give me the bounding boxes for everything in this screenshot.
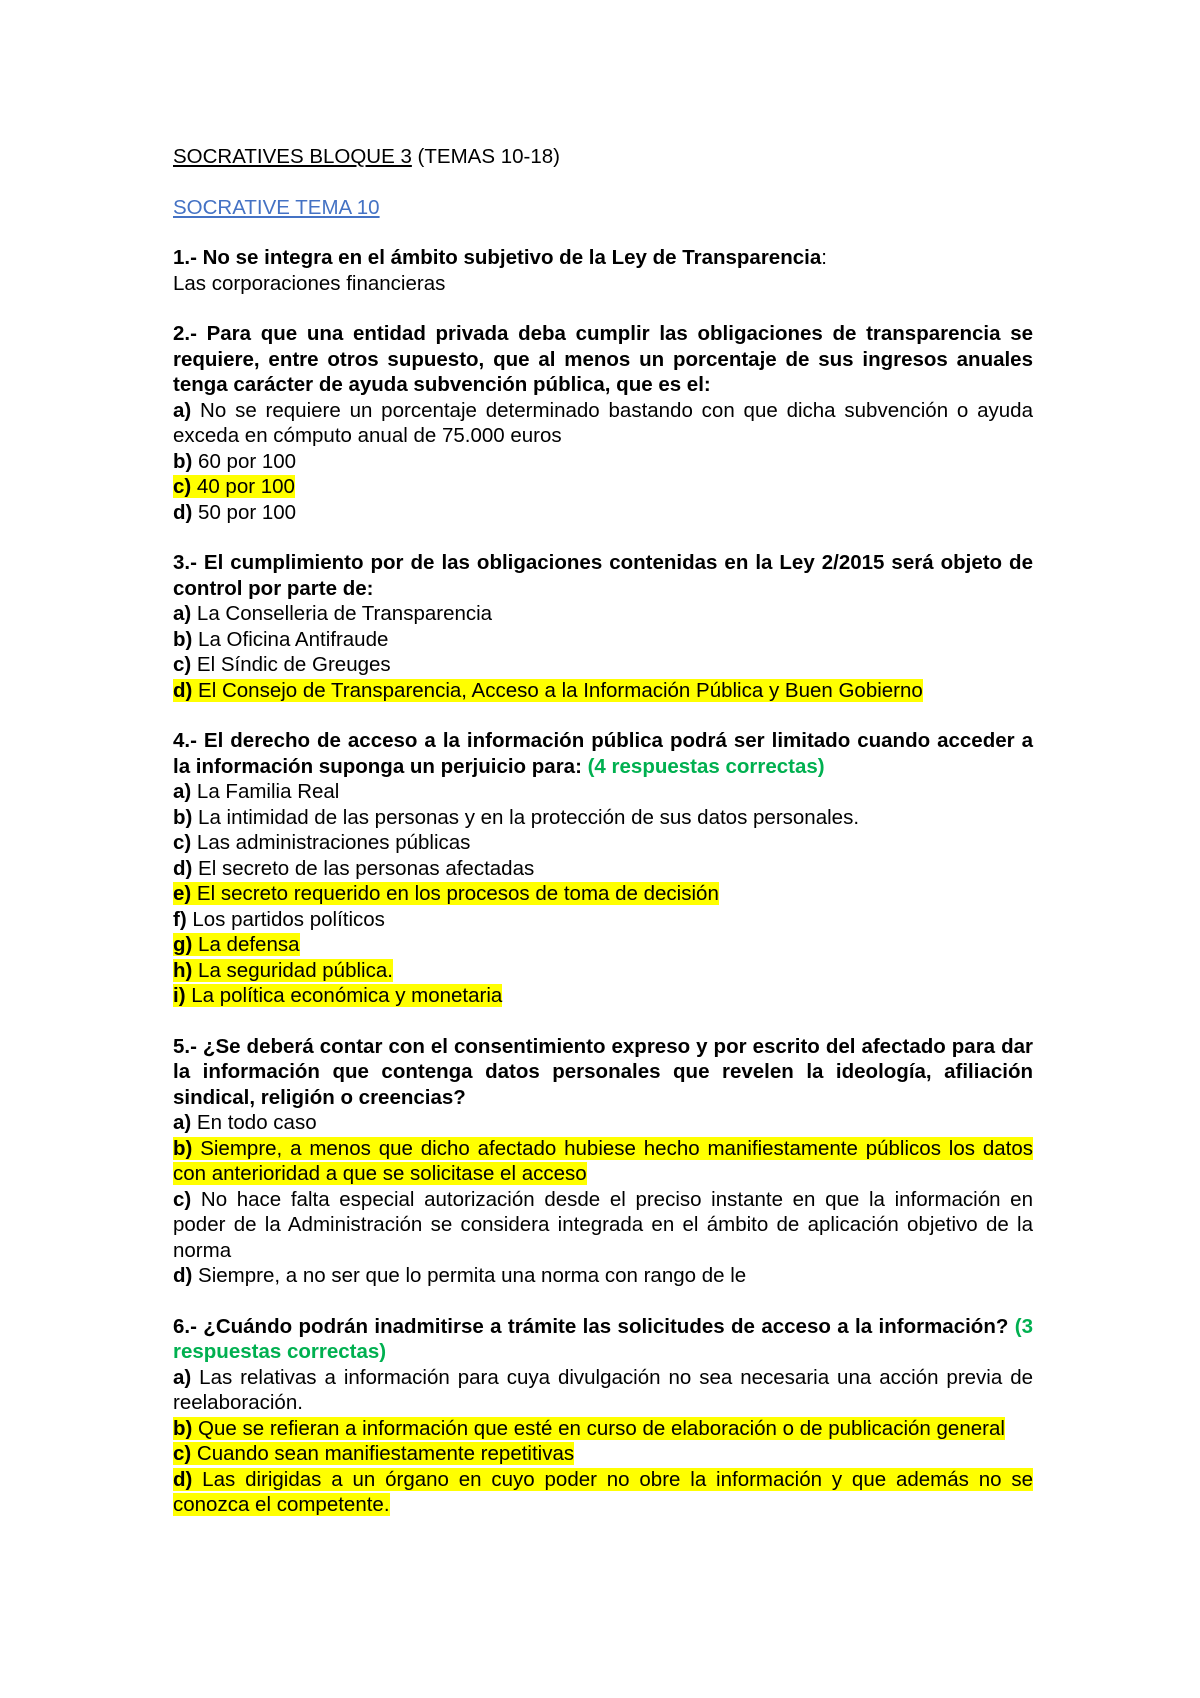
- option-text: Las dirigidas a un órgano en cuyo poder no obre la información y que además no se conozca el competente.: [173, 1467, 1033, 1516]
- highlight: [173, 933, 300, 956]
- question-3: [173, 550, 1033, 703]
- option-text: El secreto de las personas afectadas: [192, 856, 535, 880]
- question-4-line: [173, 728, 1033, 779]
- highlight: [173, 1137, 1033, 1186]
- highlight: [173, 679, 923, 702]
- option-text: La Oficina Antifraude: [192, 627, 389, 651]
- highlight: [173, 984, 502, 1007]
- question-6-line: [173, 1314, 1033, 1365]
- option-2c-correct: [173, 474, 1033, 500]
- option-letter: a): [173, 602, 192, 625]
- option-letter: d): [173, 500, 193, 524]
- option-letter: b): [173, 1416, 193, 1440]
- option-3d-correct: [173, 678, 1033, 704]
- option-letter: d): [173, 678, 193, 702]
- option-6c-correct: [173, 1441, 1033, 1467]
- option-letter: i): [173, 984, 186, 1007]
- option-letter: b): [173, 1136, 193, 1160]
- highlight: [173, 959, 393, 982]
- option-text: Que se refieran a información que esté en curso de elaboración o de publicación general: [192, 1416, 1005, 1440]
- option-5b-correct: [173, 1136, 1033, 1187]
- option-text: La intimidad de las personas y en la protección de sus datos personales.: [192, 805, 860, 829]
- option-text: La seguridad pública.: [192, 958, 393, 982]
- option-text: Las relativas a información para cuya divulgación no sea necesaria una acción previa de reelaboración.: [173, 1365, 1033, 1414]
- option-letter: c): [173, 1187, 192, 1211]
- option-letter: c): [173, 653, 192, 676]
- option-letter: d): [173, 1264, 193, 1287]
- option-text: Siempre, a no ser que lo permita una norma con rango de le: [192, 1264, 747, 1287]
- question-6-text: 6.- ¿Cuándo podrán inadmitirse a trámite las solicitudes de acceso a la información?: [173, 1314, 1015, 1338]
- question-1: [173, 245, 1033, 296]
- document-title: [173, 144, 1033, 170]
- option-4d: [173, 856, 1033, 882]
- option-4f: [173, 907, 1033, 933]
- option-letter: c): [173, 831, 192, 854]
- option-4c: [173, 830, 1033, 856]
- question-1-colon: :: [821, 246, 827, 269]
- tema-heading: SOCRATIVE TEMA 10: [173, 195, 380, 219]
- question-4-note: (4 respuestas correctas): [587, 754, 825, 778]
- option-4i-correct: [173, 983, 1033, 1009]
- option-text: El Consejo de Transparencia, Acceso a la Información Pública y Buen Gobierno: [192, 678, 923, 702]
- option-letter: e): [173, 882, 192, 905]
- option-text: 40 por 100: [191, 475, 295, 498]
- question-5: [173, 1034, 1033, 1289]
- option-5d: [173, 1263, 1033, 1289]
- option-text: No se requiere un porcentaje determinado bastando con que dicha subvención o ayuda exceda en cómputo anual de 75.000 euros: [173, 398, 1033, 447]
- option-text: 60 por 100: [192, 449, 297, 473]
- option-4e-correct: [173, 881, 1033, 907]
- option-6d-correct: [173, 1467, 1033, 1518]
- option-letter: a): [173, 398, 192, 422]
- highlight: [173, 1442, 574, 1465]
- question-3-text: 3.- El cumplimiento por de las obligaciones contenidas en la Ley 2/2015 será objeto de control por parte de:: [173, 551, 1033, 600]
- option-3c: [173, 652, 1033, 678]
- highlight: [173, 1417, 1005, 1440]
- option-4a: [173, 779, 1033, 805]
- highlight: [173, 882, 719, 905]
- option-text: El Síndic de Greuges: [191, 653, 391, 676]
- question-1-answer: Las corporaciones financieras: [173, 271, 446, 295]
- option-text: Los partidos políticos: [186, 907, 385, 931]
- question-5-text: 5.- ¿Se deberá contar con el consentimiento expreso y por escrito del afectado para dar la información que contenga datos personales que revelen la ideología, afiliación sindical, religión o creencias?: [173, 1034, 1033, 1109]
- question-2-text: 2.- Para que una entidad privada deba cumplir las obligaciones de transparencia se requiere, entre otros supuesto, que al menos un porcentaje de sus ingresos anuales tenga carácter de ayuda subvención pública, que es el:: [173, 322, 1033, 396]
- option-letter: c): [173, 475, 192, 498]
- option-6a: [173, 1365, 1033, 1416]
- option-2d: [173, 500, 1033, 526]
- option-letter: a): [173, 780, 192, 803]
- option-4h-correct: [173, 958, 1033, 984]
- option-4b: [173, 805, 1033, 831]
- option-2a: [173, 398, 1033, 449]
- option-letter: d): [173, 856, 193, 880]
- option-5a: [173, 1110, 1033, 1136]
- option-letter: b): [173, 627, 193, 651]
- option-text: No hace falta especial autorización desde el preciso instante en que la información en poder de la Administración se considera integrada en el ámbito de aplicación objetivo de la norma: [173, 1187, 1033, 1262]
- question-4: [173, 728, 1033, 1009]
- question-1-text: 1.- No se integra en el ámbito subjetivo de la Ley de Transparencia: [173, 246, 822, 269]
- option-text: El secreto requerido en los procesos de toma de decisión: [191, 882, 719, 905]
- option-text: La Conselleria de Transparencia: [191, 602, 493, 625]
- option-letter: h): [173, 958, 193, 982]
- option-text: La Familia Real: [191, 780, 340, 803]
- option-6b-correct: [173, 1416, 1033, 1442]
- option-letter: b): [173, 805, 193, 829]
- question-6-note: (3 respuestas correctas): [173, 1314, 1033, 1363]
- option-letter: g): [173, 933, 193, 956]
- title-underlined: SOCRATIVES BLOQUE 3: [173, 145, 412, 168]
- question-6: [173, 1314, 1033, 1518]
- option-2b: [173, 449, 1033, 475]
- option-text: Las administraciones públicas: [191, 831, 471, 854]
- option-letter: a): [173, 1111, 192, 1134]
- document-content: [173, 144, 1033, 1543]
- option-4g-correct: [173, 932, 1033, 958]
- highlight: [173, 1468, 1033, 1517]
- option-letter: c): [173, 1442, 192, 1465]
- option-letter: a): [173, 1365, 192, 1389]
- option-text: Siempre, a menos que dicho afectado hubiese hecho manifiestamente públicos los datos con anterioridad a que se solicitase el acceso: [173, 1136, 1033, 1185]
- question-4-text: 4.- El derecho de acceso a la información pública podrá ser limitado cuando acceder a la información suponga un perjuicio para:: [173, 729, 1033, 778]
- option-text: En todo caso: [191, 1111, 317, 1134]
- option-letter: f): [173, 907, 187, 931]
- question-1-line: [173, 245, 1033, 271]
- option-text: Cuando sean manifiestamente repetitivas: [191, 1442, 575, 1465]
- option-letter: b): [173, 449, 193, 473]
- title-rest: (TEMAS 10-18): [411, 145, 560, 168]
- option-text: 50 por 100: [192, 500, 297, 524]
- option-3a: [173, 601, 1033, 627]
- question-2: [173, 321, 1033, 525]
- highlight: [173, 475, 295, 498]
- option-text: La defensa: [192, 933, 300, 956]
- option-text: La política económica y monetaria: [185, 984, 503, 1007]
- option-letter: d): [173, 1467, 193, 1491]
- option-5c: [173, 1187, 1033, 1264]
- option-3b: [173, 627, 1033, 653]
